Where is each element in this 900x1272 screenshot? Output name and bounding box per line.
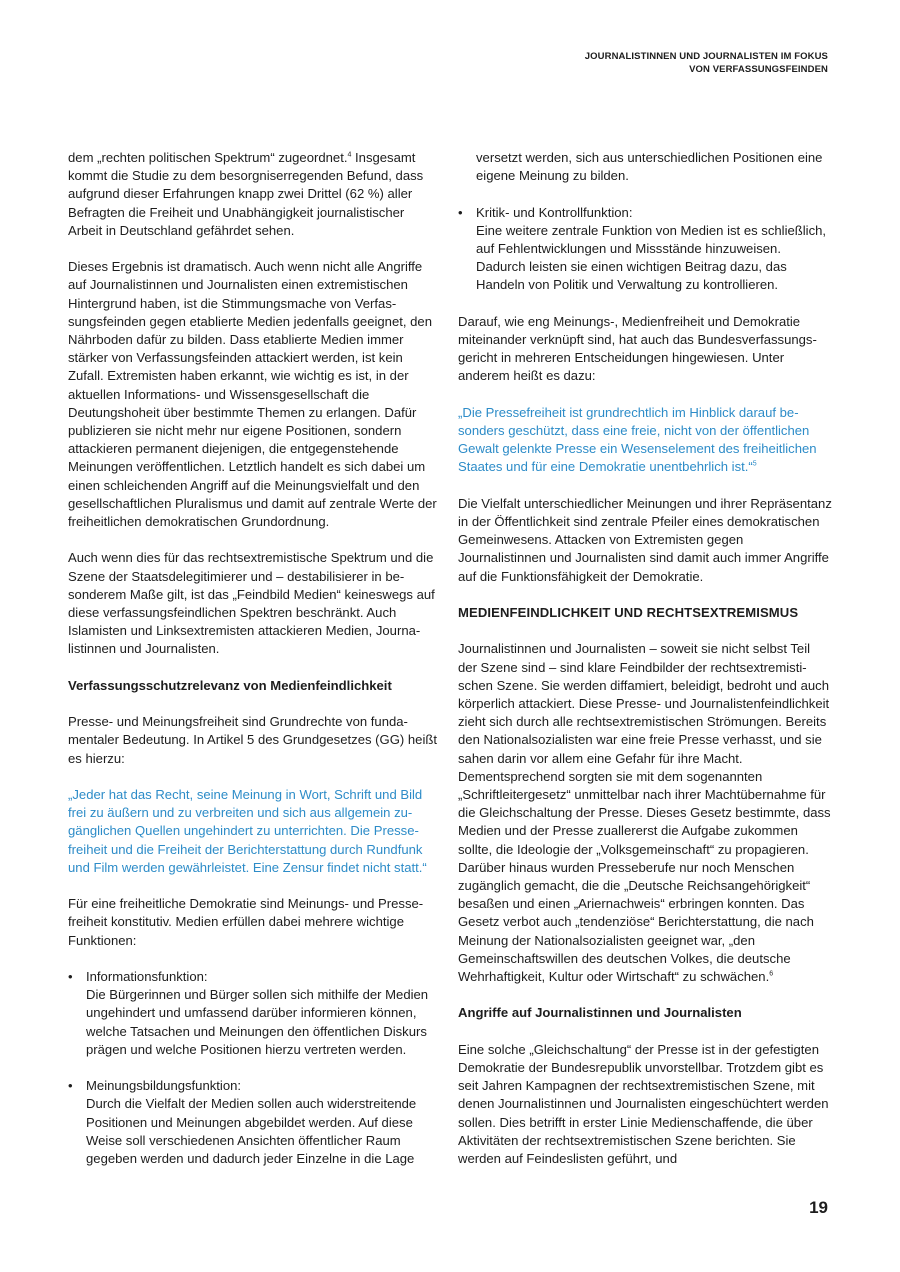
list-item-title: • Kritik- und Kontrollfunktion: <box>476 204 633 220</box>
list-item-kritik-kontrollfunktion <box>458 204 832 295</box>
list-item-title: • Informationsfunktion: <box>86 969 208 985</box>
paragraph-vielfalt: Die Vielfalt unterschiedlicher Meinungen und ihrer Repräsentanz in der Öffentlichkeit sind zentrale Pfeiler eines demokratischen Gemeinwesens. Attacken von Extremisten gegen Journalistinnen und Journalisten sind damit auch immer Angriffe auf die Funktionsfähigkeit der Demokratie. <box>458 495 832 584</box>
list-item-text: Durch die Vielfalt der Medien sollen auch widerstreitende Positionen und Meinungen abgebildet werden. Auf diese Weise soll verschiedenen Ansichten öffentlicher Raum gegeben werden und dadurch jeder Einzelne in die Lage <box>86 1096 417 1167</box>
media-functions-list <box>68 968 440 1168</box>
list-item-text: Eine weitere zentrale Funktion von Medien ist es schließlich, auf Fehlentwicklungen und Missstände hinzuweisen. Dadurch leisten sie einen wichtigen Beitrag dazu, das Handeln von Politik und Verwaltung zu kontrollieren. <box>476 222 827 293</box>
paragraph-dramatic-result: Dieses Ergebnis ist dramatisch. Auch wenn nicht alle Angriffe auf Journalistinnen und Journalisten einen extremistischen Hintergrund haben, ist die Stimmungsmache von Verfassungsfeinden gegen etablierte Medien jedenfalls geeignet, den Nährboden dafür zu bilden. Dass etablierte Medien immer stärker von Verfassungsfeinden attackiert werden, ist kein Zufall. Extremisten haben erkannt, wie wichtig es ist, in der aktuellen Informations- und Wissensgesellschaft die Deutungshoheit über bestimmte Themen zu erlangen. Dafür publizieren sie nicht mehr nur eigene Positionen, sondern attackieren permanent diejenigen, die entgegenstehende Meinungen veröffentlichen. Letztlich handelt es sich dabei um einen schleichenden Angriff auf die Meinungsvielfalt und den gesellschaftlichen Pluralismus und damit auf zentrale Werte der freiheitlichen demokratischen Grundordnung. <box>68 259 437 530</box>
footnote-marker-4[interactable]: 4 <box>347 151 352 159</box>
left-column <box>68 149 440 1186</box>
page-number: 19 <box>809 1198 828 1217</box>
list-item-title: • Meinungsbildungsfunktion: <box>86 1078 242 1094</box>
running-header-line-1: JOURNALISTINNEN UND JOURNALISTEN IM FOKUS <box>584 51 828 62</box>
running-header-line-2: VON VERFASSUNGSFEINDEN <box>689 64 828 75</box>
footnote-marker-5[interactable]: 5 <box>752 461 757 469</box>
paragraph-gleichschaltung: Eine solche „Gleichschaltung“ der Presse ist in der gefestigten Demokratie der Bundesrepublik unvorstellbar. Trotzdem gibt es seit Jahren Kampagnen der rechtsextremistischen Szene, mit denen Journalistinnen und Journalisten eingeschüchtert werden sollen. Dies betrifft in erster Linie Medienschaffende, die über Aktivitäten der rechtsextremistischen Szene berichten. Sie werden auf Feindeslisten geführt, und <box>458 1041 829 1167</box>
quote-bverfg: „Die Pressefreiheit ist grundrechtlich im Hinblick darauf besonders geschützt, dass eine freie, nicht von der öffentlichen Gewalt gelenkte Presse ein Wesenselement des freiheitlichen Staates und für eine Demokratie unentbehrlich ist.“$^5$ <box>458 404 817 475</box>
quote-article-5-gg: „Jeder hat das Recht, seine Meinung in Wort, Schrift und Bild frei zu äußern und zu verbreiten und sich aus allgemein zugänglichen Quellen ungehindert zu unterrichten. Die Pressefreiheit und die Freiheit der Berichterstattung durch Rundfunk und Film werden gewährleistet. Eine Zensur findet nicht statt.“ <box>68 787 427 875</box>
list-item-meinungsbildungsfunktion <box>68 1077 440 1168</box>
subheading-verfassungsschutzrelevanz: Verfassungsschutzrelevanz von Medienfeindlichkeit <box>68 677 392 693</box>
paragraph-bundesverfassungsgericht: Darauf, wie eng Meinungs-, Medienfreiheit und Demokratie miteinander verknüpft sind, hat auch das Bundesverfassungsgericht in mehreren Entscheidungen hingewiesen. Unter anderem heißt es dazu: <box>458 313 817 384</box>
list-item-informationsfunktion <box>68 968 440 1059</box>
section-heading-medienfeindlichkeit: MEDIENFEINDLICHKEIT UND RECHTSEXTREMISMUS <box>458 605 799 620</box>
list-item-text: Die Bürgerinnen und Bürger sollen sich mithilfe der Medien ungehindert und umfassend darüber informieren können, welche Tatsachen und Meinungen den öffentlichen Diskurs prägen und welche Positionen hierzu vertreten werden. <box>86 987 429 1057</box>
paragraph-feindbilder: Journalistinnen und Journalisten – soweit sie nicht selbst Teil der Szene sind – sind klare Feindbilder der rechtsextremistischen Szene. Sie werden diffamiert, beleidigt, bedroht und auch körperlich attackiert. Diese Presse- und Journalistenfeindlichkeit zieht sich durch alle rechtsextremistischen Strömungen. Bereits den Nationalsozialisten war eine freie Presse verhasst, und sie sahen darin vor allem eine Gefahr für ihre Macht. Dementsprechend sorgten sie mit dem sogenannten „Schriftleitergesetz“ unmittelbar nach ihrer Machtübernahme für die Gleichschaltung der Presse. Dieses Gesetz bestimmte, dass Medien und der Presse zuallererst die Aufgabe zukommen sollte, die Ideologie der „Volksgemeinschaft“ zu propagieren. Darüber hinaus wurden Presseberufe nur noch Menschen zugänglich gemacht, die die „Deutsche Reichsangehörigkeit“ besaßen und einen „Ariernachweis“ erbringen konnten. Das Gesetz verbot auch „tendenziöse“ Berichterstattung, die nach Meinung der Nationalsozialisten geeignet war, „den Gemeinschaftswillen des deutschen Volkes, die deutsche Wehrhaftigkeit, Kultur oder Wirtschaft“ zu schwächen.$^6$ <box>458 641 831 985</box>
paragraph-study-finding: dem „rechten politischen Spektrum“ zugeordnet.$^4$ Insgesamt kommt die Studie zu dem besorgniserregenden Befund, dass aufgrund dieser Erfahrungen knapp zwei Drittel (62 %) aller Befragten die Freiheit und Unabhängigkeit journalistischer Arbeit in Deutschland gefährdet sehen. <box>68 150 424 238</box>
running-header <box>585 50 828 76</box>
media-functions-list-continued <box>458 204 832 295</box>
paragraph-feindbild-medien: Auch wenn dies für das rechtsextremistische Spektrum und die Szene der Staatsdelegitimierer und – destabilisierer in besonderem Maße gilt, ist das „Feindbild Medien“ keineswegs auf diese verfassungsfeindlichen Spektren beschränkt. Auch Islamisten und Linksextremisten attackieren Medien, Journalistinnen und Journalisten. <box>68 550 435 657</box>
paragraph-grundrechte: Presse- und Meinungsfreiheit sind Grundrechte von fundamentaler Bedeutung. In Artikel 5 des Grundgesetzes (GG) heißt es hierzu: <box>68 714 437 766</box>
right-column <box>458 149 832 1186</box>
footnote-marker-6[interactable]: 6 <box>769 970 774 978</box>
paragraph-continuation: versetzt werden, sich aus unterschiedlichen Positionen eine eigene Meinung zu bilden. <box>476 150 823 184</box>
paragraph-media-functions: Für eine freiheitliche Demokratie sind Meinungs- und Pressefreiheit konstitutiv. Medien erfüllen dabei mehrere wichtige Funktionen: <box>68 896 424 948</box>
subheading-angriffe: Angriffe auf Journalistinnen und Journalisten <box>458 1005 742 1021</box>
